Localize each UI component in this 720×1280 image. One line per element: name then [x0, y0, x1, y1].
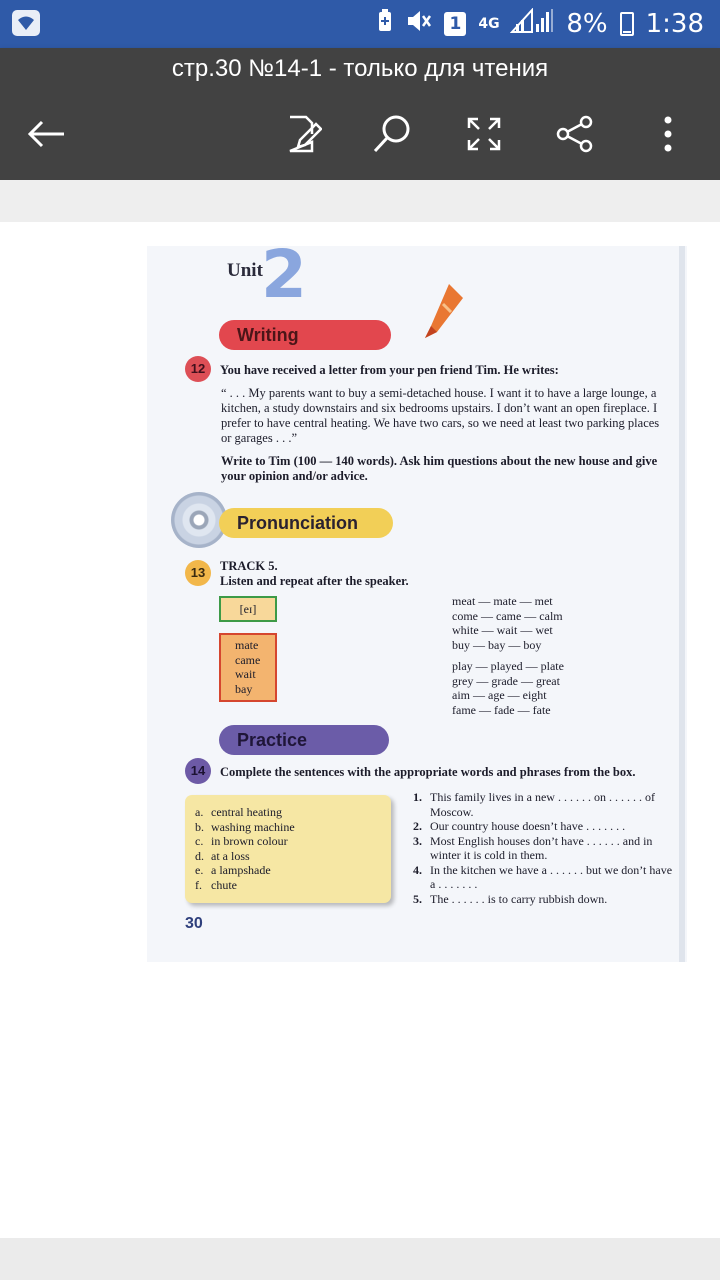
word-group-1: [452, 594, 642, 652]
task-12-number: 12: [185, 356, 211, 382]
fullscreen-icon: [465, 115, 503, 153]
word-group-2: [452, 659, 642, 717]
sentence-item: 2. Our country house doesn’t have . . . . . . .: [413, 819, 626, 833]
pen-nib-icon: [417, 282, 467, 340]
word-row: fame — fade — fate: [452, 702, 551, 717]
network-4g-icon: 4G: [478, 15, 500, 32]
task-13-number: 13: [185, 560, 211, 586]
example-word: bay: [235, 681, 253, 696]
edit-icon: [282, 114, 322, 154]
viewer-bottom-bar: [0, 1238, 720, 1280]
task-14-instruction: Complete the sentences with the appropriate words and phrases from the box.: [220, 765, 636, 779]
app-bar: [0, 48, 720, 180]
example-word: wait: [235, 667, 256, 681]
section-pronunciation: Pronunciation: [219, 508, 393, 538]
option-item: b. washing machine: [195, 819, 295, 834]
word-row: grey — grade — great: [452, 673, 560, 688]
option-item: e. a lampshade: [195, 863, 271, 877]
options-box: [185, 795, 391, 903]
share-icon: [555, 114, 595, 154]
example-word: came: [235, 652, 261, 667]
unit-label: Unit: [227, 260, 263, 281]
option-item: f. chute: [195, 877, 237, 892]
example-words-box: [219, 633, 277, 702]
document-title: стр.30 №14-1 - только для чтения: [171, 55, 549, 82]
word-row: white — wait — wet: [452, 623, 553, 637]
section-writing: Writing: [219, 320, 391, 350]
word-row: meat — mate — met: [452, 594, 553, 608]
page-number: 30: [185, 915, 203, 932]
back-button[interactable]: [22, 108, 70, 160]
fullscreen-button[interactable]: [460, 108, 508, 160]
wifi-icon: [12, 10, 40, 36]
example-word: mate: [235, 638, 259, 652]
task-14-number: 14: [185, 758, 211, 784]
sim-1-icon: 1: [444, 12, 466, 36]
sentence-item: 1. This family lives in a new . . . . . . on . . . . . . of Moscow.: [413, 790, 655, 819]
battery-saver-icon: [376, 9, 394, 40]
battery-icon: [620, 12, 634, 36]
option-item: a. central heating: [195, 805, 282, 819]
sentence-item: 5. The . . . . . . is to carry rubbish down.: [413, 891, 608, 906]
task-13-header: [220, 559, 480, 589]
word-row: aim — age — eight: [452, 688, 547, 702]
task-12-letter: “ . . . My parents want to buy a semi-detached house. I want it to have a large lounge, a kitchen, a study downstairs and six bedrooms upstairs. I don’t want an open fireplace. I prefer to have central heating. We have two cars, so we need at least two parking places or garages . . .”: [221, 386, 660, 445]
task-12-instruction: You have received a letter from your pen friend Tim. He writes:: [220, 363, 559, 377]
more-vert-icon: [663, 116, 673, 152]
unit-number: 2: [261, 246, 307, 313]
word-row: buy — bay — boy: [452, 637, 542, 652]
word-row: play — played — plate: [452, 659, 564, 673]
task-13-instruction: Listen and repeat after the speaker.: [220, 574, 409, 588]
battery-percent: 8%: [566, 9, 608, 39]
search-icon: [372, 114, 412, 154]
clock: 1:38: [645, 9, 704, 39]
option-item: c. in brown colour: [195, 834, 288, 848]
search-button[interactable]: [368, 108, 416, 160]
word-row: come — came — calm: [452, 608, 563, 623]
share-button[interactable]: [551, 108, 599, 160]
viewer-top-margin: [0, 180, 720, 222]
track-label: TRACK 5.: [220, 559, 278, 573]
section-practice: Practice: [219, 725, 389, 755]
mute-icon: [406, 9, 432, 40]
more-options-button[interactable]: [644, 108, 692, 160]
sentences-list: [413, 790, 675, 906]
edit-button[interactable]: [278, 108, 326, 160]
back-arrow-icon: [26, 119, 66, 149]
task-12-task: Write to Tim (100 — 140 words). Ask him questions about the new house and give your opinion and/or advice.: [221, 454, 658, 483]
option-item: d. at a loss: [195, 848, 250, 863]
sound-box: [eɪ]: [219, 596, 277, 622]
status-bar: [0, 0, 720, 48]
document-page[interactable]: [147, 246, 687, 962]
sentence-item: 4. In the kitchen we have a . . . . . . but we don’t have a . . . . . . .: [413, 862, 673, 891]
signal-icon: [510, 8, 554, 41]
sentence-item: 3. Most English houses don’t have . . . . . . and in winter it is cold in them.: [413, 833, 653, 862]
page-edge: [679, 246, 685, 962]
